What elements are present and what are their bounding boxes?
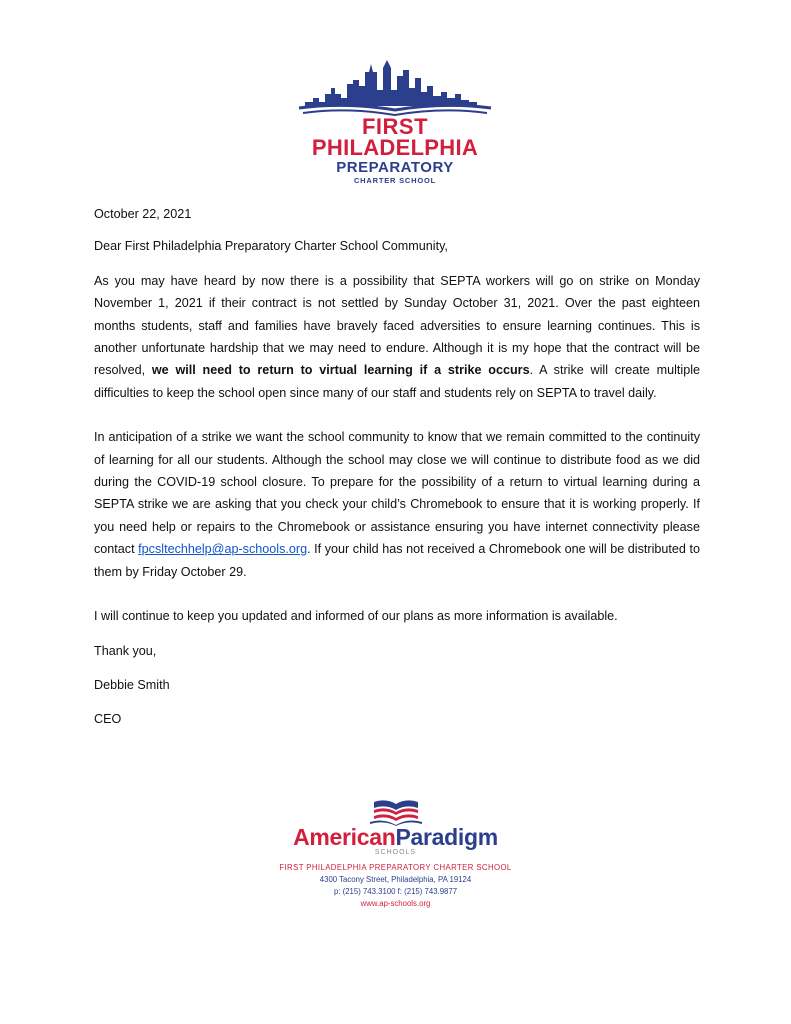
paragraph-chromebook bbox=[94, 426, 700, 583]
flag-book-icon bbox=[368, 798, 424, 826]
footer-website: www.ap-schools.org bbox=[360, 899, 431, 908]
letter-date: October 22, 2021 bbox=[94, 207, 192, 221]
logo-charter-school-text: CHARTER SCHOOL bbox=[353, 176, 437, 185]
logo-preparatory-text: PREPARATORY bbox=[336, 159, 454, 176]
brand-schools: SCHOOLS bbox=[374, 849, 417, 856]
paragraph-updates: I will continue to keep you updated and informed of our plans as more information is available. bbox=[94, 609, 618, 624]
logo-philadelphia-text: PHILADELPHIA bbox=[311, 135, 479, 160]
brand-paradigm: Paradigm bbox=[395, 824, 498, 850]
american-paradigm-logo-text bbox=[0, 824, 791, 850]
paragraph-chromebook-text: In anticipation of a strike we want the school community to know that we remain committed to the continuity of learning for all our students. Although the school may close we will continue to distribute food as we did during the COVID-19 school closure. To prepare for the possibility of a return to virtual learning during a SEPTA strike we are asking that you check your child’s Chromebook to ensure that it is working properly. If you need help or repairs to the Chromebook or assistance ensuring you have internet connectivity please contact bbox=[94, 430, 700, 557]
letter-body bbox=[94, 203, 700, 731]
logo-first-text: FIRST bbox=[361, 114, 429, 139]
virtual-learning-emphasis: we will need to return to virtual learning if a strike occurs bbox=[151, 363, 530, 378]
letter-greeting: Dear First Philadelphia Preparatory Charter School Community, bbox=[94, 239, 448, 254]
letterhead-footer bbox=[0, 798, 791, 948]
tech-help-email-link[interactable]: fpcsltechhelp@ap-schools.org bbox=[138, 542, 308, 557]
letter-closing: Thank you, bbox=[94, 643, 157, 658]
footer-school-name: FIRST PHILADELPHIA PREPARATORY CHARTER SCHOOL bbox=[279, 863, 512, 872]
paragraph-strike-notice bbox=[94, 270, 700, 404]
paragraph-strike-notice-text: As you may have heard by now there is a possibility that SEPTA workers will go on strike on Monday November 1, 2021 if their contract is not settled by Sunday October 31, 2021. Over the past eighteen months students, staff and families have bravely faced adversities to ensure learning continues. This is another unfortunate hardship that we may need to endure. Although it is my hope that the contract will be resolved, bbox=[94, 273, 700, 378]
skyline-icon bbox=[295, 58, 495, 118]
signer-name: Debbie Smith bbox=[94, 677, 170, 692]
paragraph-strike-notice-text-end: . A strike will create multiple difficulties to keep the school open since many of our staff and students rely on SEPTA to travel daily. bbox=[94, 363, 700, 400]
brand-american: American bbox=[293, 824, 396, 850]
footer-phone-fax: p: (215) 743.3100 f: (215) 743.9877 bbox=[333, 887, 458, 896]
footer-address: 4300 Tacony Street, Philadelphia, PA 19124 bbox=[319, 875, 472, 884]
signer-title: CEO bbox=[94, 712, 122, 727]
paragraph-chromebook-text-end: . If your child has not received a Chromebook one will be distributed to them by Friday October 29. bbox=[94, 542, 700, 579]
first-philadelphia-logo bbox=[295, 58, 495, 188]
